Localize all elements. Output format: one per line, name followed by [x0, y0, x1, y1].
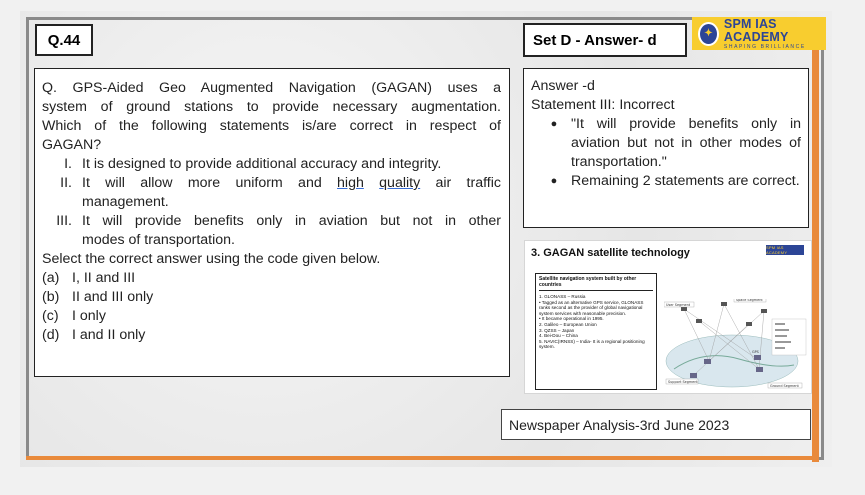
- academy-emblem-icon: ✦: [698, 22, 719, 46]
- slide-frame-accent-bottom: [26, 456, 819, 460]
- option-d: (d) I and II only: [42, 327, 146, 343]
- answer-statement: Statement III: Incorrect: [531, 97, 675, 113]
- figure-corner-logo: SPM IAS ACADEMY: [766, 245, 804, 255]
- answer-bullet: ● "It will provide benefits only in aviation but not in other modes of transportation.": [531, 115, 801, 172]
- map-label-ground-segment: Ground Segment: [770, 384, 799, 388]
- question-box: [34, 68, 510, 377]
- option-a: (a) I, II and III: [42, 270, 136, 286]
- option-c: (c) I only: [42, 308, 106, 324]
- answer-bullet: ● Remaining 2 statements are correct.: [531, 172, 801, 191]
- option-b: (b) II and III only: [42, 289, 154, 305]
- slide-frame-accent-right: [812, 17, 819, 462]
- answer-box: [523, 68, 809, 228]
- spellcheck-underline-word: high: [337, 175, 364, 191]
- answer-line: Answer -d: [531, 78, 595, 94]
- map-label-gps: GPS: [752, 350, 759, 354]
- bullet-icon: ●: [550, 175, 558, 187]
- answer-set-box: [523, 23, 687, 57]
- map-label-user-segment: User Segment: [666, 303, 691, 307]
- spellcheck-underline-word: quality: [379, 175, 421, 191]
- map-label-support-segment: Support Segment: [668, 380, 698, 384]
- question-instruction: Select the correct answer using the code given below.: [42, 251, 381, 267]
- footer-caption-box: [501, 409, 811, 440]
- statement-1: I. It is designed to provide additional accuracy and integrity.: [64, 156, 442, 172]
- bullet-icon: ●: [550, 118, 558, 130]
- satellite-diagram: [664, 299, 808, 391]
- question-stem-line: system of ground stations to provide necessary augmentation.: [42, 99, 501, 115]
- question-stem-line: GAGAN?: [42, 137, 102, 153]
- logo-tagline: SHAPING BRILLIANCE: [723, 43, 806, 50]
- answer-set-label: Set D - Answer- d: [533, 31, 657, 49]
- question-stem-line: Q. GPS-Aided Geo Augmented Navigation (GAGAN) uses a: [42, 80, 501, 96]
- academy-logo: [692, 17, 826, 50]
- question-stem-line: Which of the following statements is/are correct in respect of: [42, 118, 501, 134]
- statement-3: III. It will provide benefits only in aviation but not in other modes of transportation.: [56, 213, 501, 248]
- question-number: Q.44: [47, 31, 81, 49]
- statement-2: II. It will allow more uniform and high quality air traffic management.: [60, 175, 501, 210]
- gagan-figure: [524, 240, 812, 394]
- map-label-space-segment: Space Segment: [736, 299, 763, 302]
- figure-text-panel: Satellite navigation system built by other countries 1. GLONASS – Russia • Tagged as an alternative GPS service, GLONASS ranks second as the provider of global navigational system services with reasonable precision. • It became operational in 1995. 2. Galileo – European Union 3. QZSS – Japan 4. Bei-Dou – China 5. NAVIC(IRNSS) – India- It is a regional positioning system.: [535, 273, 657, 390]
- figure-title: 3. GAGAN satellite technology: [531, 247, 690, 259]
- slide: [20, 11, 832, 467]
- logo-main-text: SPM IAS ACADEMY: [723, 16, 789, 44]
- footer-caption: Newspaper Analysis-3rd June 2023: [509, 416, 730, 433]
- question-number-box: [35, 24, 93, 56]
